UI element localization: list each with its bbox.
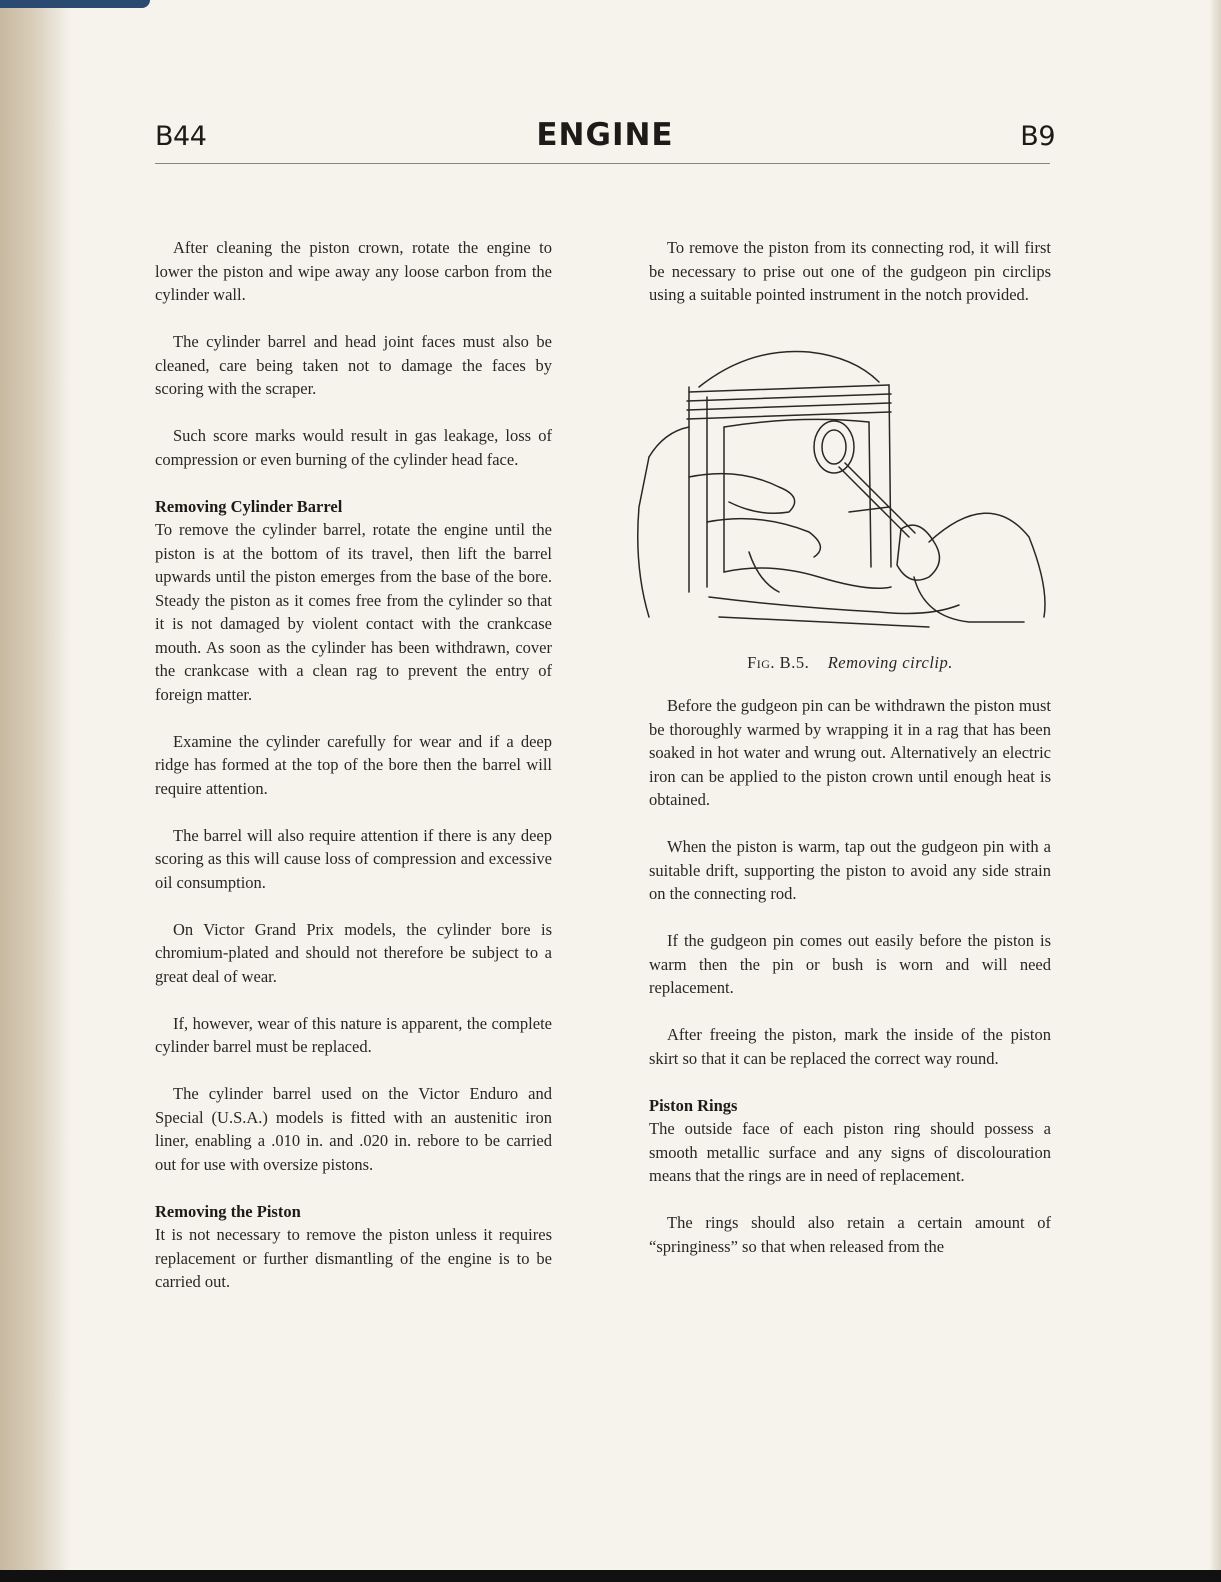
figure-removing-circlip — [649, 337, 1051, 637]
paragraph: If the gudgeon pin comes out easily before the piston is warm then the pin or bush is worn and will need replacement. — [649, 931, 1051, 997]
paragraph: On Victor Grand Prix models, the cylinder bore is chromium-plated and should not therefore be subject to a great deal of wear. — [155, 919, 552, 986]
paragraph: Such score marks would result in gas leakage, loss of compression or even burning of the cylinder head face. — [155, 426, 552, 469]
figure-caption — [649, 651, 1051, 675]
paragraph: The rings should also retain a certain amount of “springiness” so that when released from the — [649, 1213, 1051, 1256]
section-heading: Removing Cylinder Barrel — [155, 496, 343, 516]
left-column — [155, 236, 552, 1294]
section-heading: Removing the Piston — [155, 1201, 301, 1221]
right-column — [649, 236, 1051, 1258]
book-binding-shadow — [0, 0, 70, 1582]
page-title: ENGINE — [536, 117, 674, 153]
paragraph: To remove the cylinder barrel, rotate the engine until the piston is at the bottom of its travel, then lift the barrel upwards until the piston emerges from the base of the bore. Steady the piston as it comes free from the cylinder so that it is not damaged by violent contact with the crankcase mouth. As soon as the cylinder has been withdrawn, cover the crankcase with a clean rag to prevent the entry of foreign matter. — [155, 520, 552, 704]
paragraph: To remove the piston from its connecting rod, it will first be necessary to prise out one of the gudgeon pin circlips using a suitable pointed instrument in the notch provided. — [649, 238, 1051, 304]
paragraph: It is not necessary to remove the piston unless it requires replacement or further dismantling of the engine is to be carried out. — [155, 1225, 552, 1291]
paragraph: When the piston is warm, tap out the gudgeon pin with a suitable drift, supporting the piston to avoid any side strain on the connecting rod. — [649, 837, 1051, 903]
paragraph: After cleaning the piston crown, rotate the engine to lower the piston and wipe away any loose carbon from the cylinder wall. — [155, 238, 552, 304]
scan-border — [0, 1570, 1221, 1582]
paragraph: Before the gudgeon pin can be withdrawn the piston must be thoroughly warmed by wrapping it in a rag that has been soaked in hot water and wrung out. Alternatively an electric iron can be applied to the piston crown until enough heat is obtained. — [649, 696, 1051, 809]
paragraph: The cylinder barrel used on the Victor Enduro and Special (U.S.A.) models is fitted with an austenitic iron liner, enabling a .010 in. and .020 in. rebore to be carried out for use with oversize pistons. — [155, 1084, 552, 1174]
figure-label: Fig. B.5. — [747, 652, 810, 672]
paragraph: After freeing the piston, mark the inside of the piston skirt so that it can be replaced the correct way round. — [649, 1025, 1051, 1068]
paragraph: The outside face of each piston ring should possess a smooth metallic surface and any signs of discolouration means that the rings are in need of replacement. — [649, 1119, 1051, 1185]
page-header — [155, 115, 1055, 165]
figure-title: Removing circlip. — [827, 652, 953, 672]
page-edge — [1209, 0, 1221, 1582]
header-rule — [155, 163, 1050, 164]
section-code: B44 — [155, 121, 207, 152]
paragraph: The cylinder barrel and head joint faces must also be cleaned, care being taken not to damage the faces by scoring with the scraper. — [155, 332, 552, 398]
piston-illustration — [629, 337, 1069, 637]
binding-tape — [0, 0, 150, 8]
paragraph: The barrel will also require attention if there is any deep scoring as this will cause loss of compression and excessive oil consumption. — [155, 825, 552, 892]
page-number: B9 — [1020, 121, 1055, 152]
paragraph: If, however, wear of this nature is apparent, the complete cylinder barrel must be replaced. — [155, 1013, 552, 1056]
paragraph: Examine the cylinder carefully for wear and if a deep ridge has formed at the top of the bore then the barrel will require attention. — [155, 731, 552, 798]
section-heading: Piston Rings — [649, 1095, 738, 1115]
